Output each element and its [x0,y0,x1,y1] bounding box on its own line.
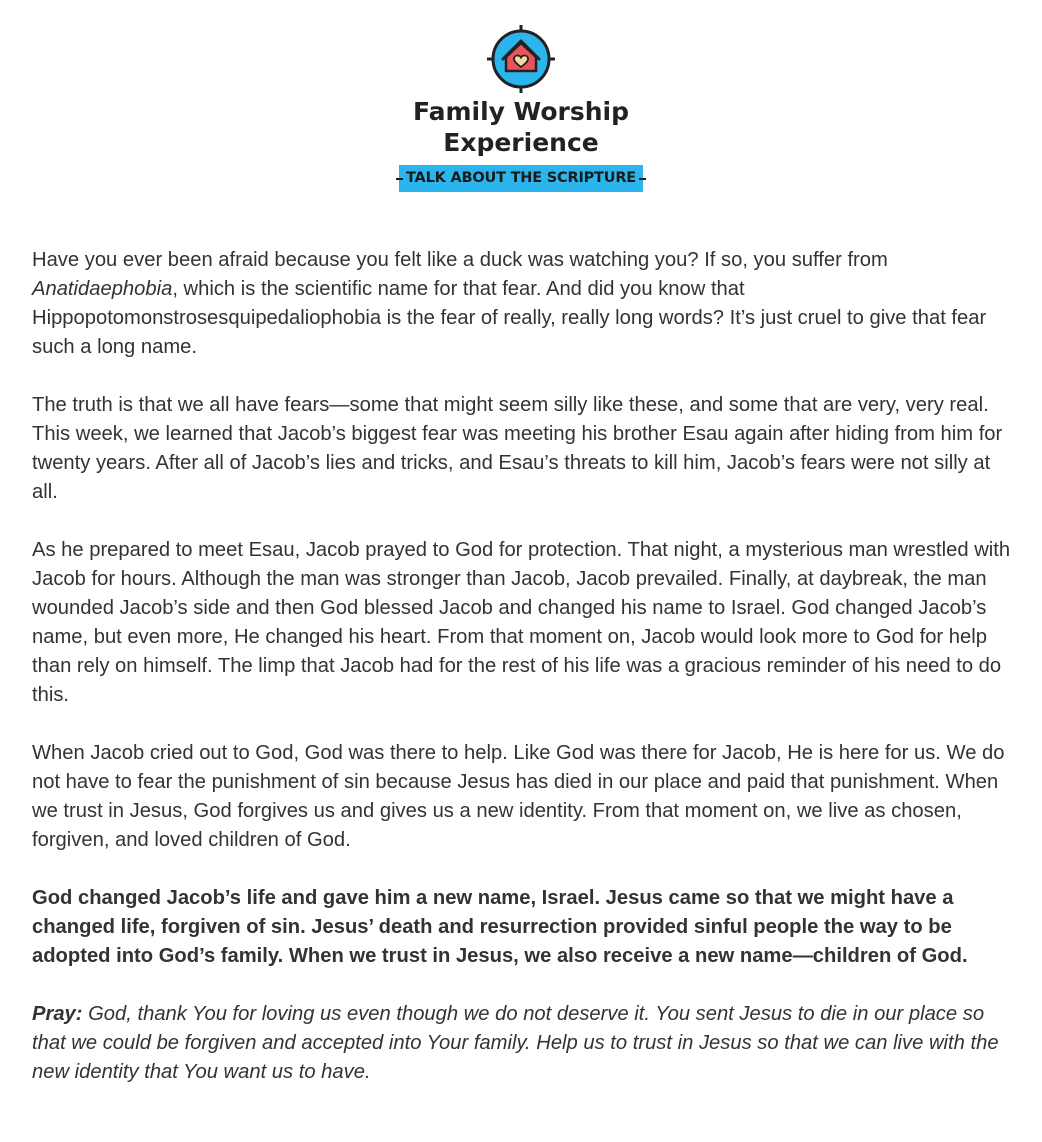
page-title [0,96,1042,158]
prayer-paragraph [32,1000,1012,1087]
paragraph-1-after: , which is the scientific name for that fear. And did you know that Hippopotomonstrosesquipedaliophobia is the fear of really, really long words? It’s just cruel to give that fear such a long name. [32,278,987,358]
paragraph-1-before: Have you ever been afraid because you felt like a duck was watching you? If so, you suffer from [32,249,888,271]
house-heart-target-icon [486,24,556,94]
key-point-paragraph: God changed Jacob’s life and gave him a new name, Israel. Jesus came so that we might have a changed life, forgiven of sin. Jesus’ death and resurrection provided sinful people the way to be adopted into God’s family. When we trust in Jesus, we also receive a new name—children of God. [32,887,968,967]
paragraph-2: The truth is that we all have fears—some that might seem silly like these, and some that are very, very real. This week, we learned that Jacob’s biggest fear was meeting his brother Esau again after hiding from him for twenty years. After all of Jacob’s lies and tricks, and Esau’s threats to kill him, Jacob’s fears were not silly at all. [32,394,1003,503]
section-banner-label: TALK ABOUT THE SCRIPTURE [399,165,643,192]
title-line-1: Family Worship [412,97,629,126]
header [0,24,1042,192]
prayer-label: Pray: [32,1003,83,1025]
prayer-text: God, thank You for loving us even though we do not deserve it. You sent Jesus to die in our place so that we could be forgiven and accepted into Your family. Help us to trust in Jesus so that we can live with the new identity that You want us to have. [32,1003,999,1083]
title-line-2: Experience [443,128,599,157]
paragraph-1 [32,246,1012,362]
article-body [32,246,1012,1116]
section-banner [399,165,643,192]
paragraph-1-italic-term: Anatidaephobia [32,278,173,300]
paragraph-4: When Jacob cried out to God, God was there to help. Like God was there for Jacob, He is here for us. We do not have to fear the punishment of sin because Jesus has died in our place and paid that punishment. When we trust in Jesus, God forgives us and gives us a new identity. From that moment on, we live as chosen, forgiven, and loved children of God. [32,742,1005,851]
paragraph-3: As he prepared to meet Esau, Jacob prayed to God for protection. That night, a mysterious man wrestled with Jacob for hours. Although the man was stronger than Jacob, Jacob prevailed. Finally, at daybreak, the man wounded Jacob’s side and then God blessed Jacob and changed his name to Israel. God changed Jacob’s name, but even more, He changed his heart. From that moment on, Jacob would look more to God for help than rely on himself. The limp that Jacob had for the rest of his life was a gracious reminder of his need to do this. [32,539,1011,706]
